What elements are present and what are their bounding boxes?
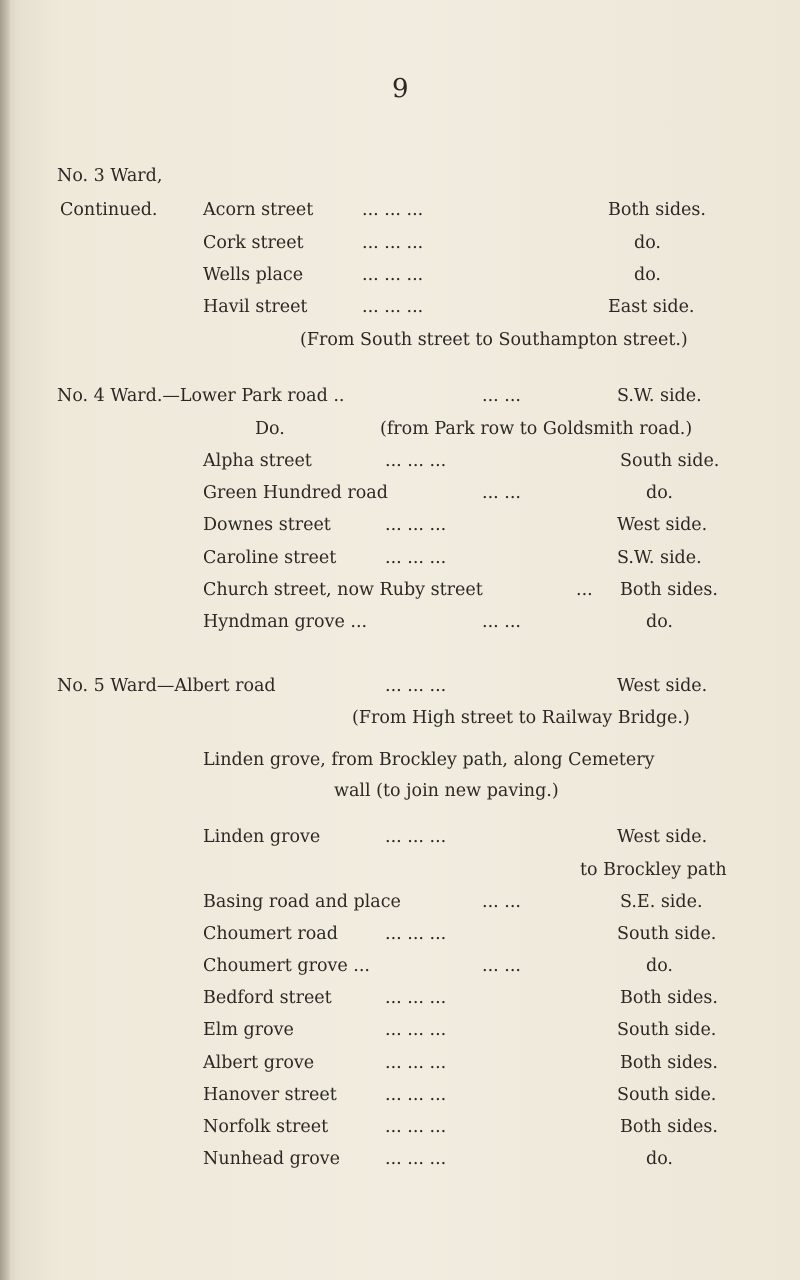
- dot-leaders: ... ... ...: [385, 988, 447, 1008]
- street-name: Nunhead grove: [203, 1149, 341, 1169]
- dot-leaders: ... ... ...: [385, 1053, 447, 1073]
- side-value: South side.: [617, 924, 717, 944]
- side-value: do.: [646, 483, 673, 503]
- dot-leaders: ... ... ...: [385, 676, 447, 696]
- dot-leaders: ... ... ...: [362, 265, 424, 285]
- side-value: West side.: [617, 827, 708, 847]
- side-value: do.: [634, 265, 661, 285]
- range-note: (from Park row to Goldsmith road.): [380, 419, 693, 439]
- side-value: West side.: [617, 676, 708, 696]
- street-name: Alpha street: [203, 451, 312, 471]
- side-value: Both sides.: [620, 1053, 718, 1073]
- side-value: do.: [646, 612, 673, 632]
- side-value: South side.: [617, 1085, 717, 1105]
- ward-3-heading: No. 3 Ward,: [57, 166, 163, 186]
- street-name: Bedford street: [203, 988, 332, 1008]
- dot-leaders: ... ... ...: [385, 1085, 447, 1105]
- side-value: do.: [646, 956, 673, 976]
- dot-leaders: ... ...: [482, 386, 521, 406]
- street-name: Hyndman grove ...: [203, 612, 368, 632]
- dot-leaders: ... ...: [482, 956, 521, 976]
- dot-leaders: ... ...: [482, 892, 521, 912]
- dot-leaders: ... ... ...: [385, 451, 447, 471]
- street-name: Linden grove, from Brockley path, along Cemetery: [203, 750, 655, 770]
- dot-leaders: ... ... ...: [385, 924, 447, 944]
- ward-3-continued-label: Continued.: [60, 200, 158, 220]
- page-number: 9: [392, 74, 409, 104]
- side-value: S.W. side.: [617, 386, 702, 406]
- street-name: Albert grove: [203, 1053, 315, 1073]
- street-name: Caroline street: [203, 548, 337, 568]
- street-name: Choumert grove ...: [203, 956, 370, 976]
- side-value: S.E. side.: [620, 892, 703, 912]
- street-name: Havil street: [203, 297, 308, 317]
- side-value: do.: [634, 233, 661, 253]
- dot-leaders: ... ...: [482, 483, 521, 503]
- page-binding-edge: [0, 0, 10, 1280]
- ward-4-heading: No. 4 Ward.—Lower Park road ..: [57, 386, 345, 406]
- side-value: Both sides.: [608, 200, 706, 220]
- side-value: to Brockley path: [580, 860, 727, 880]
- range-note: (From High street to Railway Bridge.): [352, 708, 690, 728]
- side-value: Both sides.: [620, 988, 718, 1008]
- side-value: Both sides.: [620, 1117, 718, 1137]
- street-name: Linden grove: [203, 827, 321, 847]
- dot-leaders: ... ... ...: [362, 200, 424, 220]
- side-value: S.W. side.: [617, 548, 702, 568]
- dot-leaders: ... ... ...: [385, 1149, 447, 1169]
- street-name: Hanover street: [203, 1085, 337, 1105]
- street-name: Downes street: [203, 515, 331, 535]
- dot-leaders: ... ... ...: [385, 827, 447, 847]
- range-note: (From South street to Southampton street.): [300, 330, 688, 350]
- ward-5-heading: No. 5 Ward—Albert road: [57, 676, 276, 696]
- street-name: Elm grove: [203, 1020, 294, 1040]
- dot-leaders: ... ... ...: [385, 515, 447, 535]
- side-value: East side.: [608, 297, 695, 317]
- dot-leaders: ... ... ...: [362, 297, 424, 317]
- side-value: South side.: [620, 451, 720, 471]
- street-name: Acorn street: [203, 200, 314, 220]
- dot-leaders: ... ... ...: [385, 1117, 447, 1137]
- dot-leaders: ...: [576, 580, 593, 600]
- ditto-mark: Do.: [255, 419, 285, 439]
- street-name: Choumert road: [203, 924, 338, 944]
- street-name: Norfolk street: [203, 1117, 329, 1137]
- street-name: Green Hundred road: [203, 483, 388, 503]
- range-note: wall (to join new paving.): [334, 781, 559, 801]
- street-name: Wells place: [203, 265, 304, 285]
- dot-leaders: ... ... ...: [385, 1020, 447, 1040]
- dot-leaders: ... ... ...: [362, 233, 424, 253]
- side-value: West side.: [617, 515, 708, 535]
- side-value: South side.: [617, 1020, 717, 1040]
- street-name: Cork street: [203, 233, 304, 253]
- dot-leaders: ... ... ...: [385, 548, 447, 568]
- dot-leaders: ... ...: [482, 612, 521, 632]
- street-name: Church street, now Ruby street: [203, 580, 483, 600]
- side-value: do.: [646, 1149, 673, 1169]
- side-value: Both sides.: [620, 580, 718, 600]
- street-name: Basing road and place: [203, 892, 401, 912]
